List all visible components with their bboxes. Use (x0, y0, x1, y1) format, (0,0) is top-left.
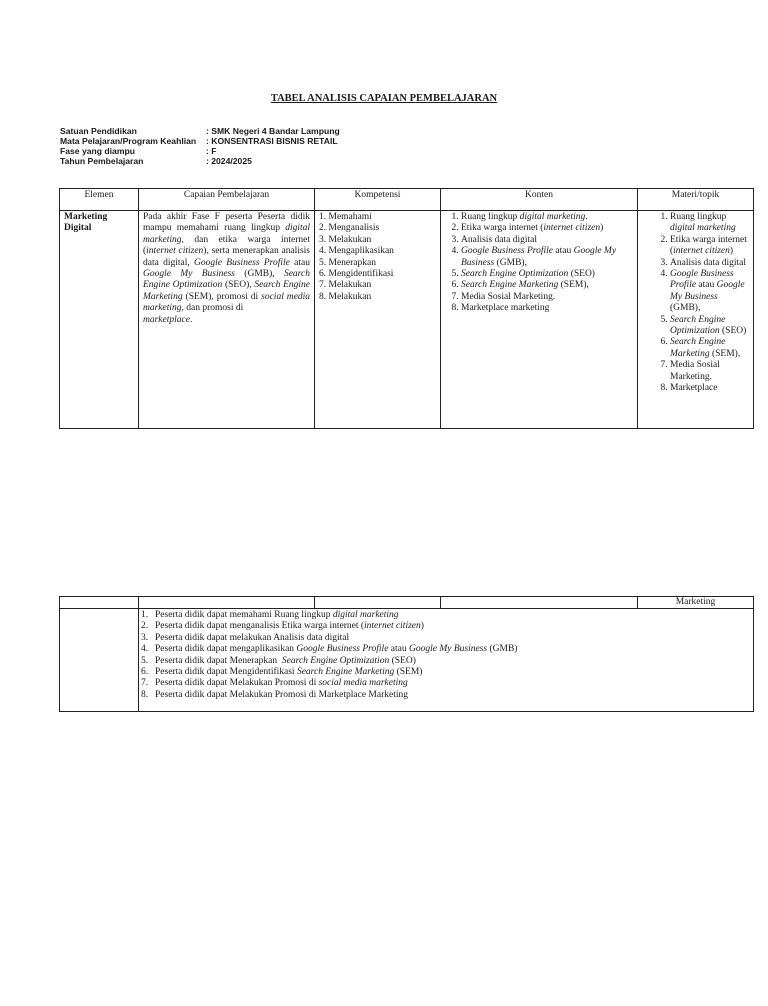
meta-value: : 2024/2025 (206, 156, 252, 166)
list-item: 2. Etika warga internet (internet citizen) (670, 235, 749, 258)
meta-row-mapel (60, 136, 340, 146)
header-capaian: Capaian Pembelajaran (139, 189, 315, 211)
list-item: 6. Peserta didik dapat Mengidentifikasi Search Engine Marketing (SEM) (141, 667, 423, 678)
list-item: 3. Analisis data digital (670, 258, 749, 269)
list-item: 5. Search Engine Optimization (SEO) (461, 269, 633, 280)
list-item: 4. Google Business Profile atau Google My Business (GMB), (670, 269, 749, 315)
meta-row-satuan (60, 126, 340, 136)
list-item: 5. Menerapkan (319, 257, 376, 268)
table-header-row (60, 189, 754, 211)
list-item: 6. Mengidentifikasi (319, 269, 394, 280)
list-item: 7. Melakukan (319, 280, 372, 291)
list-item: 1. Ruang lingkup digital marketing. (461, 212, 633, 223)
header-elemen: Elemen (60, 189, 139, 211)
header-materi: Materi/topik (638, 189, 754, 211)
tp-header-cell (139, 597, 315, 609)
konten-list (445, 212, 633, 315)
tp-list (141, 610, 749, 701)
document-meta (60, 126, 340, 166)
materi-cell (638, 211, 754, 429)
list-item: 3. Melakukan (319, 234, 372, 245)
list-item: 8. Marketplace marketing (461, 303, 633, 314)
list-item: 1. Ruang lingkup digital marketing (670, 212, 749, 235)
list-item: 2. Menganalisis (319, 223, 380, 234)
kompetensi-list (319, 212, 436, 303)
list-item: 5. Peserta didik dapat Menerapkan Search Engine Optimization (SEO) (141, 655, 416, 666)
list-item: 3. Analisis data digital (461, 235, 633, 246)
kompetensi-cell (315, 211, 441, 429)
list-item: 1. Memahami (319, 212, 372, 222)
list-item: 4. Google Business Profile atau Google My Business (GMB), (461, 246, 633, 269)
list-item: 2. Peserta didik dapat menganalisis Etika warga internet (internet citizen) (141, 621, 424, 632)
tp-header-marketing: Marketing (638, 597, 754, 609)
list-item: 2. Etika warga internet (internet citizen) (461, 223, 633, 234)
meta-label: Tahun Pembelajaran (60, 156, 144, 166)
list-item: 6. Search Engine Marketing (SEM), (461, 280, 633, 291)
tp-header-cell (441, 597, 638, 609)
tp-header-row (60, 597, 754, 609)
list-item: 1. Peserta didik dapat memahami Ruang lingkup digital marketing (141, 610, 399, 620)
tp-header-cell (60, 597, 139, 609)
meta-value: : F (206, 146, 217, 156)
meta-row-tahun (60, 156, 340, 166)
list-item: 6. Search Engine Marketing (SEM), (670, 337, 749, 360)
tp-items-cell (139, 609, 754, 712)
list-item: 4. Mengaplikasikan (319, 246, 394, 257)
meta-row-fase (60, 146, 340, 156)
list-item: 8. Marketplace (670, 383, 749, 394)
list-item: 7. Media Sosial Marketing. (670, 360, 749, 383)
meta-value: : KONSENTRASI BISNIS RETAIL (206, 136, 338, 146)
tp-header-cell (315, 597, 441, 609)
list-item: 8. Peserta didik dapat Melakukan Promosi di Marketplace Marketing (141, 689, 409, 700)
meta-value: : SMK Negeri 4 Bandar Lampung (206, 126, 340, 136)
konten-cell (441, 211, 638, 429)
meta-label: Mata Pelajaran/Program Keahlian (60, 136, 197, 146)
meta-label: Satuan Pendidikan (60, 126, 137, 136)
header-konten: Konten (441, 189, 638, 211)
tujuan-pembelajaran-table (59, 596, 754, 712)
analysis-table (59, 188, 754, 429)
document-title: TABEL ANALISIS CAPAIAN PEMBELAJARAN (270, 93, 498, 104)
list-item: 4. Peserta didik dapat mengaplikasikan Google Business Profile atau Google My Business (GMB) (141, 644, 518, 655)
list-item: 7. Peserta didik dapat Melakukan Promosi di social media marketing (141, 678, 408, 689)
capaian-cell: Pada akhir Fase F peserta Peserta didik mampu memahami ruang lingkup digital marketing, dan etika warga internet (internet citizen), serta menerapkan analisis data digital, Google Business Profile atau Google My Business (GMB), Search Engine Optimization (SEO), Search Engine Marketing (SEM), promosi di social media marketing, dan promosi di marketplace. (139, 211, 315, 429)
list-item: 3. Peserta didik dapat melakukan Analisis data digital (141, 632, 350, 643)
tp-empty-cell (60, 609, 139, 712)
header-kompetensi: Kompetensi (315, 189, 441, 211)
elemen-cell: Marketing Digital (60, 211, 139, 429)
table-row (60, 211, 754, 429)
list-item: 5. Search Engine Optimization (SEO) (670, 315, 749, 338)
list-item: 8. Melakukan (319, 291, 372, 302)
materi-list (642, 212, 749, 395)
meta-label: Fase yang diampu (60, 146, 135, 156)
table-row (60, 609, 754, 712)
list-item: 7. Media Sosial Marketing. (461, 292, 633, 303)
